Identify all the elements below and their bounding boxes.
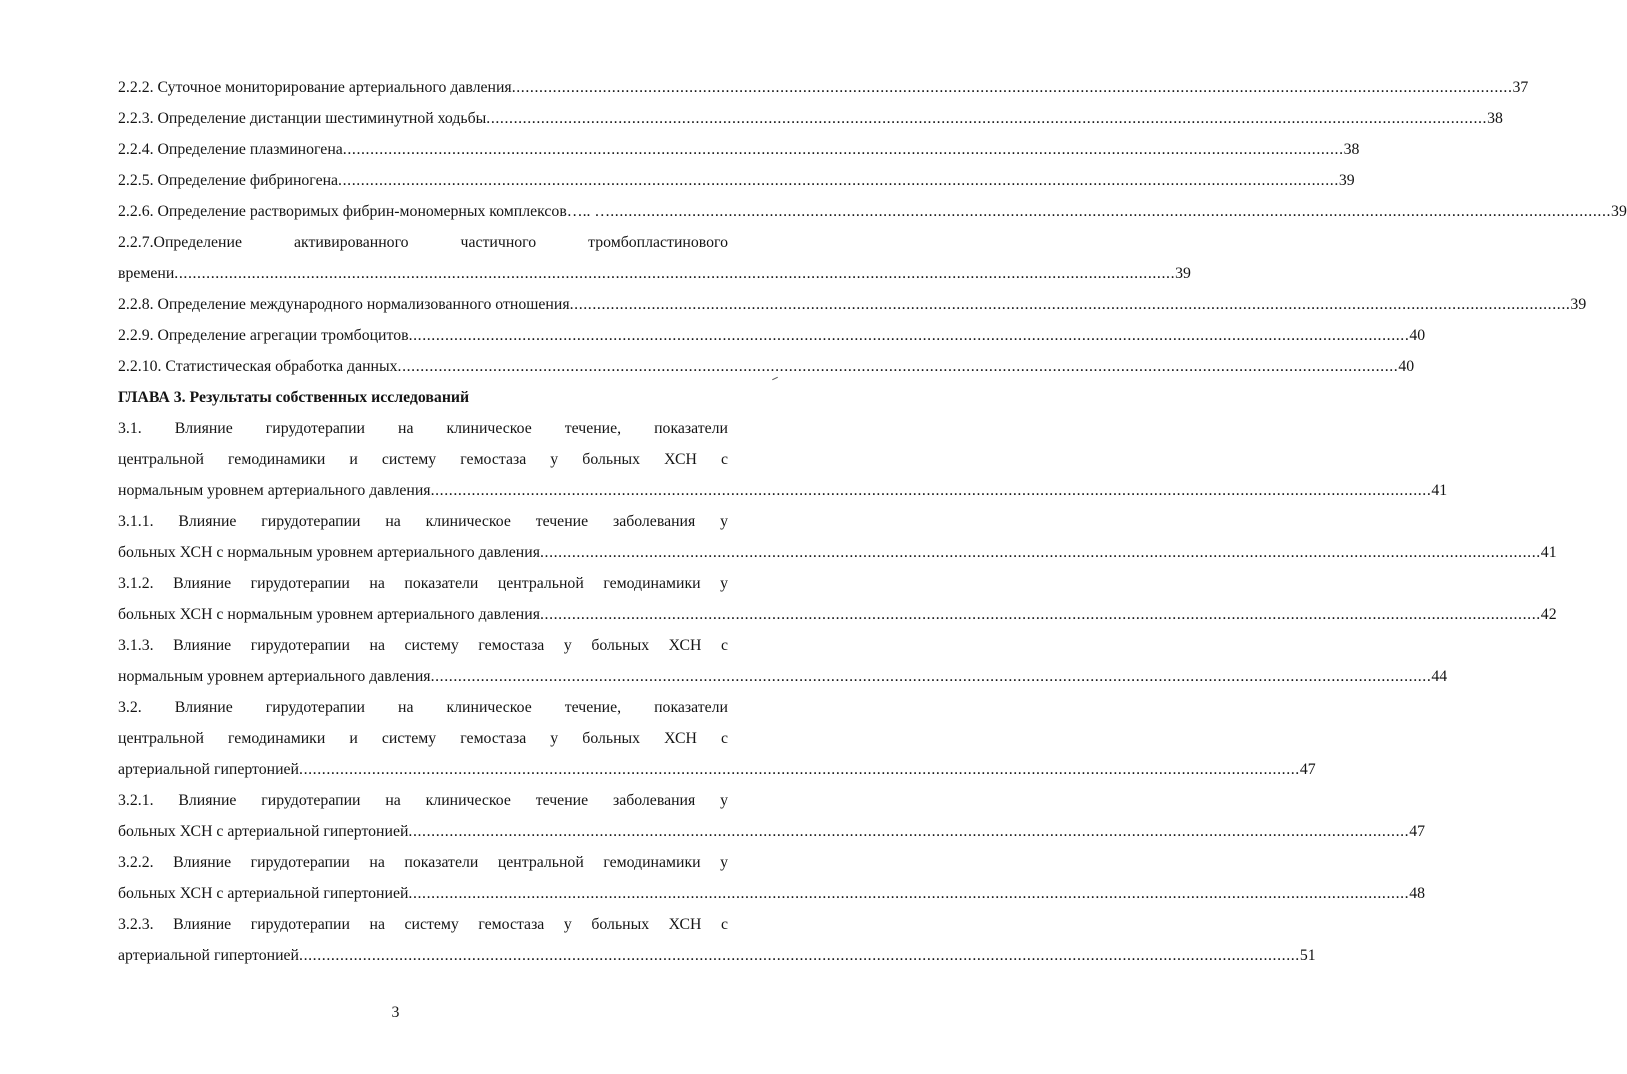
toc-entry-line: центральной гемодинамики и систему гемостаза у больных ХСН с xyxy=(118,451,728,468)
toc-line xyxy=(118,320,1426,351)
toc-page-number: 42 xyxy=(1540,606,1557,623)
toc-entry xyxy=(118,196,1627,227)
toc-entry-text: 2.2.5. Определение фибриногена xyxy=(118,172,339,189)
dot-leader: ............................................................................................................................................................................................................................ xyxy=(299,947,1300,964)
dot-leader: ............................................................................................................................................................................................................................ xyxy=(486,110,1488,127)
toc-line xyxy=(118,940,1316,971)
dot-leader: ............................................................................................................................................................................................................................ xyxy=(408,823,1410,840)
toc-entry-line: центральной гемодинамики и систему гемостаза у больных ХСН с xyxy=(118,730,728,747)
toc-page-number: 40 xyxy=(1398,358,1415,375)
toc-page-number: 37 xyxy=(1512,79,1529,96)
toc-page-number: 38 xyxy=(1487,110,1503,127)
toc-page-number: 41 xyxy=(1540,544,1557,561)
toc-line xyxy=(118,661,1448,692)
toc-entry xyxy=(118,630,1448,692)
toc-entry xyxy=(118,413,1448,506)
dot-leader: ............................................................................................................................................................................................................................ xyxy=(408,327,1410,344)
toc-line xyxy=(118,537,1557,568)
toc-entry-line: 3.1.1. Влияние гирудотерапии на клиническое течение заболевания у xyxy=(118,513,728,530)
toc-line xyxy=(118,816,1426,847)
toc-entry-text: нормальным уровнем артериального давления xyxy=(118,482,431,499)
toc-line xyxy=(118,196,1627,227)
toc-entry-line: 2.2.7.Определение активированного частичного тромбопластинового xyxy=(118,234,728,251)
page-number: 3 xyxy=(391,1004,400,1021)
toc-entry xyxy=(118,320,1426,351)
dot-leader: ............................................................................................................................................................................................................................ xyxy=(397,358,1399,375)
toc-page-number: 47 xyxy=(1299,761,1316,778)
toc-entry-text: артериальной гипертонией xyxy=(118,947,300,964)
dot-leader: ............................................................................................................................................................................................................................ xyxy=(299,761,1300,778)
toc-entry xyxy=(118,692,1316,785)
toc-entry-text: артериальной гипертонией xyxy=(118,761,300,778)
toc-page-number: 41 xyxy=(1431,482,1448,499)
toc-line xyxy=(118,165,1355,196)
toc-page-number: 38 xyxy=(1343,141,1360,158)
toc-page-number: 39 xyxy=(1570,296,1587,313)
toc-entry-text: больных ХСН с артериальной гипертонией xyxy=(118,885,409,902)
toc-entry-line: 3.2.1. Влияние гирудотерапии на клиническое течение заболевания у xyxy=(118,792,728,809)
toc-entry-line: 3.1. Влияние гирудотерапии на клиническое течение, показатели xyxy=(118,420,728,437)
dot-leader: ............................................................................................................................................................................................................................ xyxy=(539,606,1541,623)
toc-entry-text: нормальным уровнем артериального давления xyxy=(118,668,431,685)
toc-entry xyxy=(118,909,1316,971)
toc-entry-line: 3.2.2. Влияние гирудотерапии на показатели центральной гемодинамики у xyxy=(118,854,728,871)
dot-leader: ............................................................................................................................................................................................................................ xyxy=(174,265,1176,282)
dot-leader: ............................................................................................................................................................................................................................ xyxy=(408,885,1410,902)
toc-entry-text: больных ХСН с нормальным уровнем артериального давления xyxy=(118,606,540,623)
toc-entry-text: 2.2.6. Определение растворимых фибрин-мономерных комплексов….. … xyxy=(118,203,611,220)
toc-entry-line: 3.2. Влияние гирудотерапии на клиническое течение, показатели xyxy=(118,699,728,716)
dot-leader: ............................................................................................................................................................................................................................ xyxy=(610,203,1612,220)
toc-entry-text: 2.2.4. Определение плазминогена xyxy=(118,141,343,158)
dot-leader: ............................................................................................................................................................................................................................ xyxy=(342,141,1344,158)
toc-entry xyxy=(118,351,1415,382)
toc-entry xyxy=(118,227,1191,289)
toc-entry xyxy=(118,165,1355,196)
dot-leader: ............................................................................................................................................................................................................................ xyxy=(569,296,1571,313)
toc-line xyxy=(118,754,1316,785)
toc-line xyxy=(118,103,1503,134)
toc-entry-text: 2.2.8. Определение международного нормализованного отношения xyxy=(118,296,570,313)
toc-line xyxy=(118,72,1529,103)
toc-line xyxy=(118,134,1360,165)
dot-leader: ............................................................................................................................................................................................................................ xyxy=(539,544,1541,561)
toc-line xyxy=(118,351,1415,382)
chapter-heading: ГЛАВА 3. Результаты собственных исследований xyxy=(118,389,470,406)
toc-page-number: 51 xyxy=(1299,947,1316,964)
toc-line xyxy=(118,599,1557,630)
toc-line xyxy=(118,878,1426,909)
toc-entry xyxy=(118,103,1503,134)
toc-line xyxy=(118,289,1587,320)
toc-entry xyxy=(118,785,1426,847)
toc-entry xyxy=(118,847,1426,909)
toc-entry xyxy=(118,72,1529,103)
toc-entry-text: 2.2.3. Определение дистанции шестиминутной ходьбы xyxy=(118,110,487,127)
toc-entry-line: 3.1.3. Влияние гирудотерапии на систему гемостаза у больных ХСН с xyxy=(118,637,728,654)
toc-entry xyxy=(118,506,1557,568)
toc-entry-text: 2.2.10. Статистическая обработка данных xyxy=(118,358,398,375)
toc-page-number: 39 xyxy=(1175,265,1191,282)
toc-line xyxy=(118,475,1448,506)
toc-entry-text: больных ХСН с нормальным уровнем артериального давления xyxy=(118,544,540,561)
toc-page-number: 39 xyxy=(1338,172,1355,189)
toc-entry xyxy=(118,134,1360,165)
toc-entry-text: 2.2.2. Суточное мониторирование артериального давления xyxy=(118,79,512,96)
dot-leader: ............................................................................................................................................................................................................................ xyxy=(430,482,1432,499)
toc-page-number: 48 xyxy=(1409,885,1426,902)
table-of-contents xyxy=(118,72,1627,971)
toc-entry-text: времени xyxy=(118,265,175,282)
toc-page-number: 44 xyxy=(1431,668,1448,685)
toc-page-number: 47 xyxy=(1409,823,1426,840)
dot-leader: ............................................................................................................................................................................................................................ xyxy=(338,172,1339,189)
toc-entry xyxy=(118,568,1557,630)
toc-entry-text: 2.2.9. Определение агрегации тромбоцитов xyxy=(118,327,409,344)
dot-leader: ............................................................................................................................................................................................................................ xyxy=(430,668,1432,685)
toc-line xyxy=(118,258,1191,289)
toc-entry xyxy=(118,289,1587,320)
toc-entry-text: больных ХСН с артериальной гипертонией xyxy=(118,823,409,840)
toc-entry-line: 3.2.3. Влияние гирудотерапии на систему гемостаза у больных ХСН с xyxy=(118,916,728,933)
toc-page-number: 40 xyxy=(1409,327,1426,344)
toc-page-number: 39 xyxy=(1611,203,1627,220)
toc-entry-line: 3.1.2. Влияние гирудотерапии на показатели центральной гемодинамики у xyxy=(118,575,728,592)
dot-leader: ............................................................................................................................................................................................................................ xyxy=(511,79,1513,96)
toc-entry xyxy=(118,382,728,413)
